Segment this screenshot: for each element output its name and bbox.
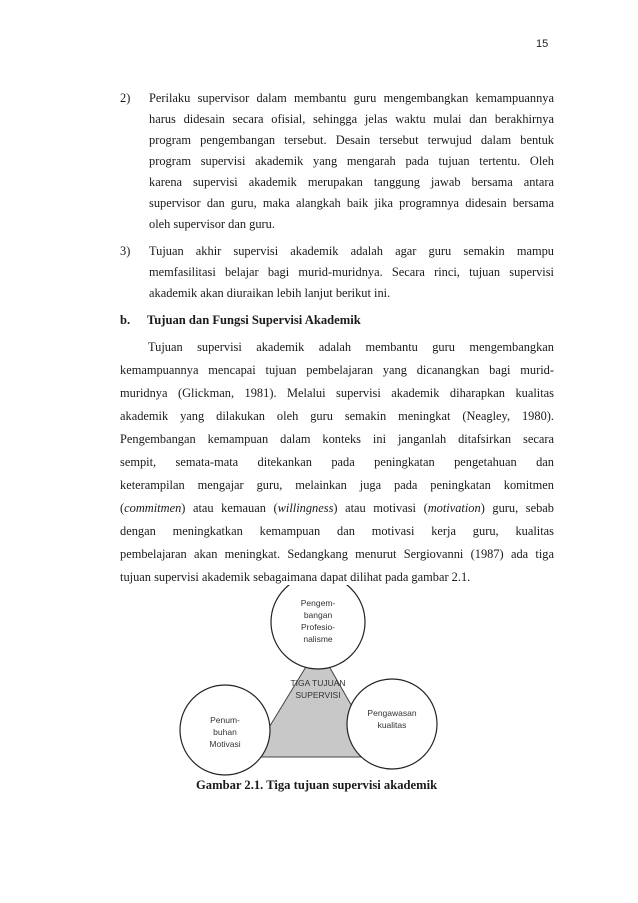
text-line: Perilaku supervisor dalam membantu guru mengembangkan kemampuannya (149, 91, 554, 105)
text-line: program pengembangan tersebut. Desain tersebut terwujud dalam bentuk (149, 133, 554, 147)
text-fragment: ) guru, sebab (480, 501, 555, 515)
figure-caption: Gambar 2.1. Tiga tujuan supervisi akademik (196, 778, 438, 792)
text-line: program supervisi akademik yang mengarah pada tujuan tertentu. Oleh (149, 154, 554, 168)
section-title: Tujuan dan Fungsi Supervisi Akademik (147, 313, 361, 327)
text-line: pembelajaran akan meningkat. Sedangkang menurut Sergiovanni (1987) ada tiga (120, 547, 554, 561)
right-node-label (352, 707, 432, 731)
text-fragment: ) atau motivasi ( (333, 501, 428, 515)
text-line: akademik yang dilakukan oleh guru semakin meningkat (Neagley, 1980). (120, 409, 554, 423)
text-line: sempit, semata-mata ditekankan pada peningkatan pengetahuan dan (120, 455, 554, 469)
node-line: Profesio- (300, 622, 335, 632)
text-line: kemampuannya mencapai tujuan pembelajaran yang dicanangkan bagi murid- (120, 363, 554, 377)
text-line: muridnya (Glickman, 1981). Melalui supervisi akademik diharapkan kualitas (120, 386, 554, 400)
node-line: Pengawasan (367, 708, 417, 718)
text-line: Tujuan akhir supervisi akademik adalah agar guru semakin mampu (149, 244, 554, 258)
text-line: dengan meningkatkan kemampuan dan motivasi kerja guru, kualitas (120, 524, 554, 538)
list-number: 2) (120, 91, 131, 105)
text-line: karena supervisi akademik merupakan tanggung jawab bersama antara (149, 175, 554, 189)
term-commitmen: commitmen (124, 501, 182, 515)
node-line: SUPERVISI (295, 690, 341, 700)
node-line: kualitas (377, 720, 407, 730)
page-number: 15 (536, 38, 549, 50)
text-line: akademik akan diuraikan lebih lanjut berikut ini. (149, 286, 391, 300)
text-line (120, 497, 554, 520)
text-line: harus didesain secara ofisial, sehingga jelas waktu mulai dan berakhirnya (149, 112, 554, 126)
section-label: b. (120, 313, 131, 327)
list-number: 3) (120, 244, 131, 258)
text-line: Pengembangan kemampuan dalam konteks ini janganlah ditafsirkan secara (120, 432, 554, 446)
center-label (268, 677, 368, 701)
text-line: oleh supervisor dan guru. (149, 217, 275, 231)
node-line: bangan (303, 610, 333, 620)
left-node-label (185, 714, 265, 750)
text-line: Tujuan supervisi akademik adalah membantu guru mengembangkan (148, 340, 554, 354)
text-line: keterampilan mengajar guru, melainkan juga pada peningkatan komitmen (120, 478, 554, 492)
top-node-label (268, 597, 368, 647)
text-line: tujuan supervisi akademik sebagaimana dapat dilihat pada gambar 2.1. (120, 570, 471, 584)
term-willingness: willingness (277, 501, 334, 515)
list-body (149, 88, 554, 235)
term-motivation: motivation (427, 501, 481, 515)
text-fragment: ( (120, 501, 125, 515)
node-line: nalisme (303, 634, 333, 644)
node-line: TIGA TUJUAN (290, 678, 346, 688)
three-goals-diagram (0, 585, 638, 785)
list-item (120, 88, 554, 235)
node-line: Pengem- (300, 598, 336, 608)
body-paragraph (120, 336, 554, 589)
node-line: Penum- (210, 715, 240, 725)
list-body (149, 241, 554, 304)
node-line: Motivasi (209, 739, 241, 749)
text-line: memfasilitasi belajar bagi murid-muridnya. Secara rinci, tujuan supervisi (149, 265, 554, 279)
text-fragment: ) atau kemauan ( (181, 501, 278, 515)
text-line: supervisor dan guru, maka alangkah baik jika programnya didesain bersama (149, 196, 554, 210)
list-item (120, 241, 554, 304)
section-heading (120, 313, 361, 328)
node-line: buhan (213, 727, 237, 737)
